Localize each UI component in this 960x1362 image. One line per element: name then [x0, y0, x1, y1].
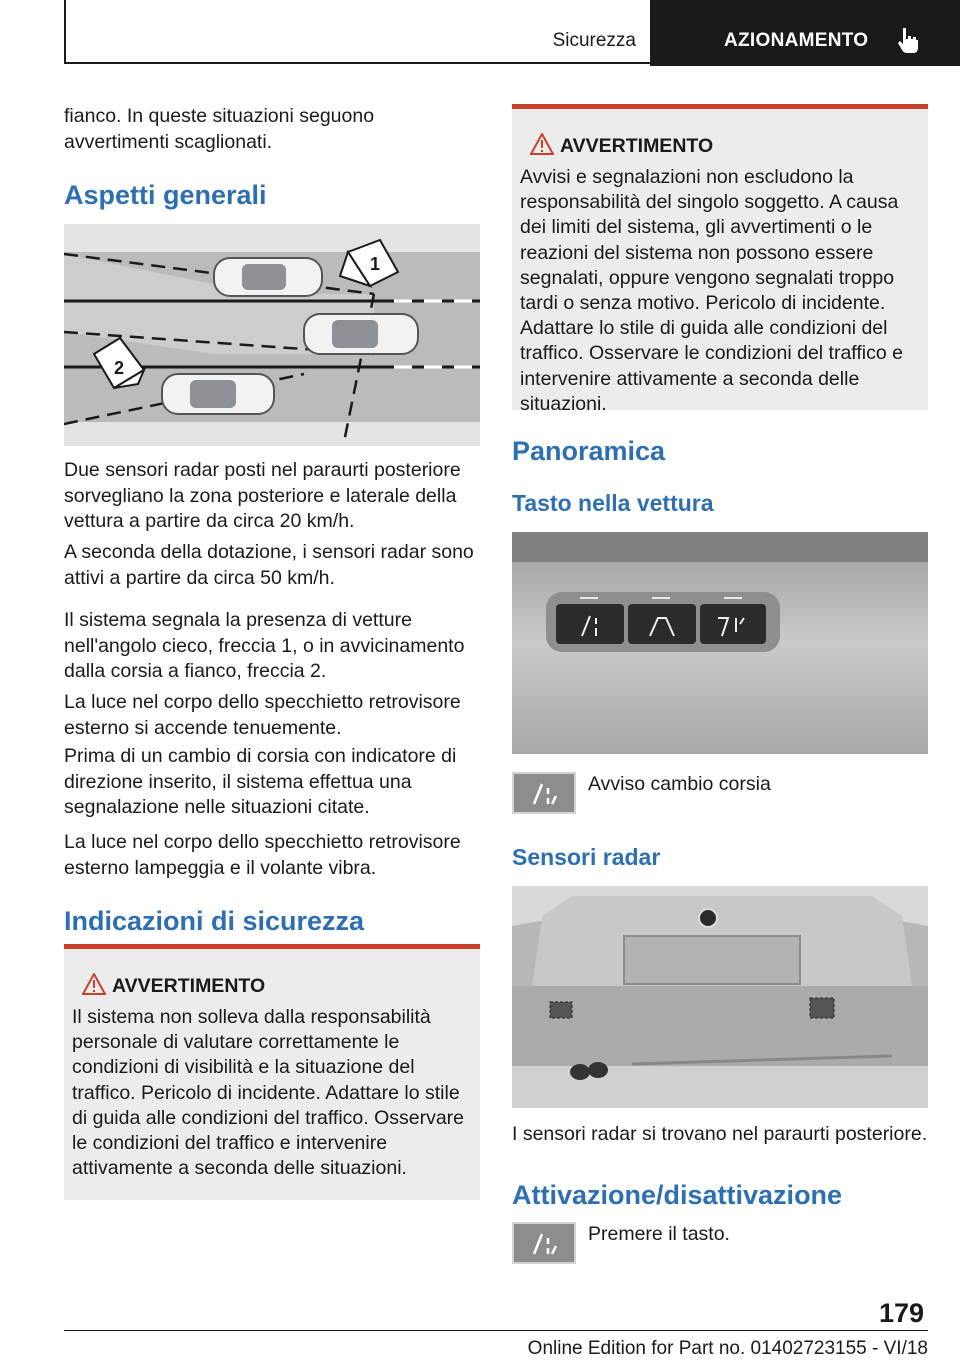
heading-button: Tasto nella vettura: [512, 490, 714, 516]
paragraph-1: Due sensori radar posti nel paraurti posteriore sorvegliano la zona posteriore e laterale della vettura a partire da circa 20 km/h.: [64, 459, 461, 532]
lane-change-button-icon: [512, 772, 576, 814]
warning-triangle-icon: [530, 133, 554, 155]
rear-bumper: [512, 886, 928, 1108]
warning-text-left: Il sistema non solleva dalla responsabilità personale di valutare correttamente le condizioni di visibilità e la situazione del traffico. Pericolo di incidente. Adattare lo stile di guida alle condizioni del traffico. Osservare le condizioni del traffico e intervenire attivamente a seconda delle situazioni.: [72, 1006, 465, 1180]
car-top: [214, 258, 322, 296]
hand-pointer-icon: [896, 26, 922, 54]
button-panel: [512, 532, 928, 754]
car-middle: [304, 314, 418, 354]
warning-title-left: AVVERTIMENTO: [112, 975, 266, 997]
paragraph-5: Prima di un cambio di corsia con indicatore di direzione inserito, il sistema effettua una segnalazione nelle situazioni citate.: [64, 745, 457, 818]
toggle-caption: Premere il tasto.: [588, 1223, 730, 1245]
arrow-2-label: 2: [114, 358, 125, 378]
warning-triangle-icon: [82, 973, 106, 995]
arrow-1-label: 1: [370, 254, 381, 274]
header-chapter-tab: [650, 0, 960, 66]
intro-paragraph: fianco. In queste situazioni seguono avvertimenti scaglionati.: [64, 105, 375, 153]
button-panel-figure: [512, 532, 928, 754]
paragraph-6: La luce nel corpo dello specchietto retrovisore esterno lampeggia e il volante vibra.: [64, 831, 461, 879]
warning-box-left: [64, 944, 480, 1200]
header-section: Sicurezza: [552, 30, 636, 51]
footer-rule: [64, 1330, 928, 1331]
button-caption: Avviso cambio corsia: [588, 773, 771, 795]
heading-safety: Indicazioni di sicurezza: [64, 906, 365, 936]
warning-box-right: [512, 104, 928, 415]
rear-bumper-figure: [512, 886, 928, 1108]
car-bottom: [162, 374, 274, 414]
lane-diagram-figure: [64, 224, 480, 446]
paragraph-4: La luce nel corpo dello specchietto retrovisore esterno si accende tenuemente.: [64, 691, 461, 739]
warning-title-right: AVVERTIMENTO: [560, 135, 714, 157]
sensors-caption: I sensori radar si trovano nel paraurti posteriore.: [512, 1123, 928, 1145]
footer-edition: Online Edition for Part no. 01402723155 - VI/18: [527, 1338, 928, 1359]
heading-sensors: Sensori radar: [512, 844, 661, 870]
heading-overview: Panoramica: [512, 436, 666, 466]
heading-general: Aspetti generali: [64, 180, 267, 210]
lane-diagram: [64, 224, 480, 446]
heading-toggle: Attivazione/disattivazione: [512, 1180, 843, 1210]
header-rule: [64, 62, 650, 64]
lane-change-button-icon: [512, 1222, 576, 1264]
header-chapter: AZIONAMENTO: [724, 30, 869, 51]
page-number: 179: [878, 1298, 924, 1328]
warning-text-right: Avvisi e segnalazioni non escludono la responsabilità del singolo soggetto. A causa dei limiti del sistema, gli avvertimenti o le reazioni del sistema non possono essere segnalati, oppure vengono segnalati troppo tardi o senza motivo. Pericolo di incidente. Adattare lo stile di guida alle condizioni del traffico. Osservare le condizioni del traffico e intervenire attivamente a seconda delle situazioni.: [520, 166, 903, 415]
header-rule-left: [64, 0, 66, 64]
paragraph-2: A seconda della dotazione, i sensori radar sono attivi a partire da circa 50 km/h.: [64, 541, 474, 589]
paragraph-3: Il sistema segnala la presenza di vetture nell'angolo cieco, freccia 1, o in avvicinamento dalla corsia a fianco, freccia 2.: [64, 609, 465, 682]
